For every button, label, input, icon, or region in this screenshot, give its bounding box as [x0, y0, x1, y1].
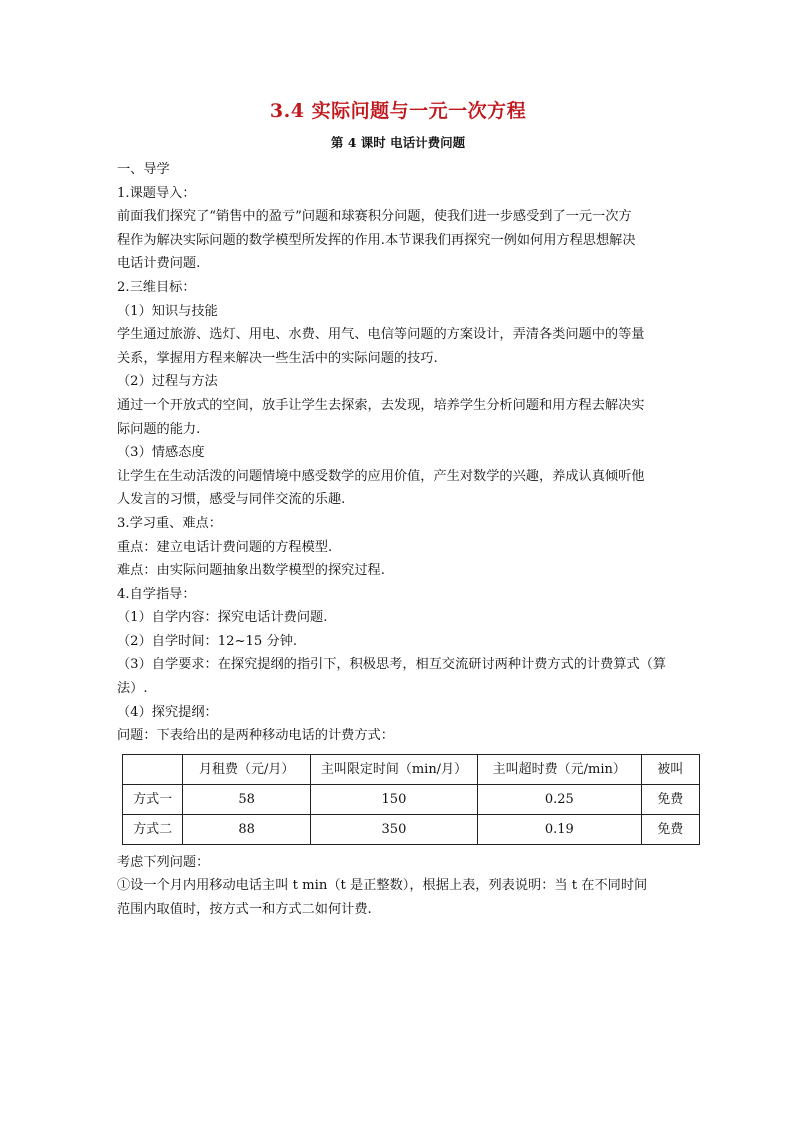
- table-cell: 方式一: [123, 784, 183, 814]
- table-cell: 58: [183, 784, 311, 814]
- text-line: 学生通过旅游、选灯、用电、水费、用气、电信等问题的方案设计，弄清各类问题中的等量: [117, 327, 645, 343]
- text-line: 考虑下列问题：: [117, 854, 210, 870]
- table-cell: 方式二: [123, 814, 183, 844]
- text-line: 4.自学指导：: [117, 586, 196, 602]
- text-line: （1）自学内容：探究电话计费问题.: [117, 610, 328, 626]
- text-line: 范围内取值时，按方式一和方式二如何计费.: [117, 902, 372, 918]
- text-line: 难点：由实际问题抽象出数学模型的探究过程.: [117, 563, 385, 579]
- document-title: 3.4 实际问题与一元一次方程: [269, 100, 527, 122]
- text-line: （3）情感态度: [117, 445, 205, 461]
- table-header-cell: 被叫: [641, 754, 699, 784]
- table-header-cell: 主叫限定时间（min/月）: [310, 754, 477, 784]
- table-cell: 0.25: [478, 784, 642, 814]
- text-line: （3）自学要求：在探究提纲的指引下，积极思考，相互交流研讨两种计费方式的计费算式（算: [117, 657, 667, 673]
- text-line: 程作为解决实际问题的数学模型所发挥的作用.本节课我们再探究一例如何用方程思想解决: [117, 232, 636, 248]
- text-line: 法）.: [117, 681, 148, 697]
- table-row: [123, 814, 700, 844]
- table-header-row: [123, 754, 700, 784]
- text-line: 通过一个开放式的空间，放手让学生去探索，去发现，培养学生分析问题和用方程去解决实: [117, 397, 645, 413]
- text-line: 1.课题导入：: [117, 185, 196, 201]
- text-line: （2）自学时间：12~15 分钟.: [117, 633, 298, 649]
- document-body: [117, 158, 684, 922]
- text-line: 问题：下表给出的是两种移动电话的计费方式：: [117, 728, 394, 744]
- text-line: 一、导学: [117, 162, 170, 177]
- text-line: 3.学习重、难点：: [117, 515, 222, 531]
- table-cell: 免费: [641, 814, 699, 844]
- table-cell: 350: [310, 814, 477, 844]
- text-line: ①设一个月内用移动电话主叫 t min（t 是正整数），根据上表，列表说明：当 t 在不同时间: [117, 878, 648, 894]
- text-line: （4）探究提纲：: [117, 704, 218, 720]
- text-line: 2.三维目标：: [117, 279, 196, 295]
- table-cell: 0.19: [478, 814, 642, 844]
- table-header-cell: 月租费（元/月）: [183, 754, 311, 784]
- text-line: 人发言的习惯，感受与同伴交流的乐趣.: [117, 492, 346, 508]
- text-line: 前面我们探究了“销售中的盈亏”问题和球赛积分问题，使我们进一步感受到了一元一次方: [117, 209, 632, 225]
- text-line: 电话计费问题.: [117, 256, 201, 272]
- text-line: 让学生在生动活泼的问题情境中感受数学的应用价值，产生对数学的兴趣，养成认真倾听他: [117, 468, 645, 484]
- fee-table: [122, 754, 700, 845]
- table-header-cell: 主叫超时费（元/min）: [478, 754, 642, 784]
- text-line: 重点：建立电话计费问题的方程模型.: [117, 539, 333, 555]
- table-cell: 88: [183, 814, 311, 844]
- table-header-cell: [123, 754, 183, 784]
- text-line: （2）过程与方法: [117, 374, 218, 390]
- table-row: [123, 784, 700, 814]
- table-cell: 150: [310, 784, 477, 814]
- document-subtitle: 第 4 课时 电话计费问题: [330, 135, 466, 150]
- text-line: 关系，掌握用方程来解决一些生活中的实际问题的技巧.: [117, 350, 438, 366]
- text-line: 际问题的能力.: [117, 421, 201, 437]
- table-cell: 免费: [641, 784, 699, 814]
- text-line: （1）知识与技能: [117, 303, 218, 319]
